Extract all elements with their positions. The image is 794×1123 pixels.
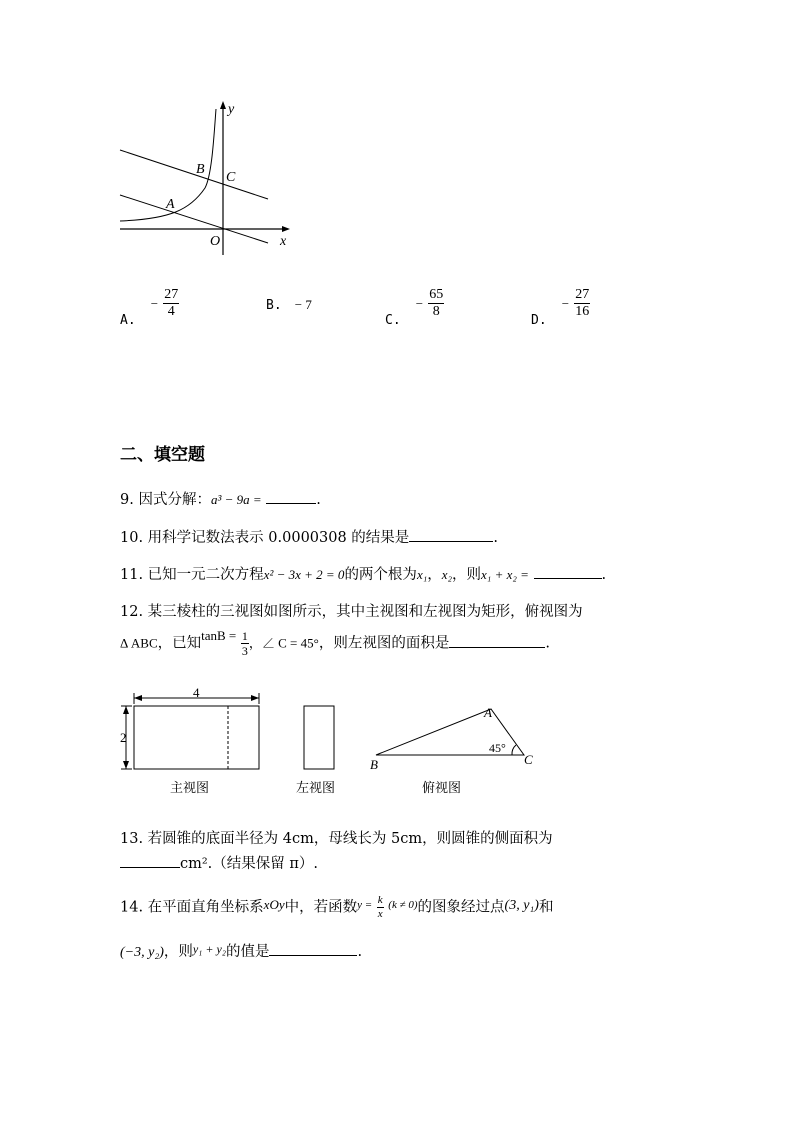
option-d[interactable]: $_{D.}$ − $\frac{27}{16}$ xyxy=(531,287,590,328)
main-view-caption: 主视图 xyxy=(170,781,210,796)
q10-answer-blank[interactable] xyxy=(409,540,493,542)
question-14-line2: (−3, y₂)，则$^{y_1 + y_2}$的值是 . xyxy=(120,942,363,960)
main-view-width-label: 4 xyxy=(193,685,200,700)
point-b-label: B xyxy=(196,162,205,177)
option-d-fraction: $\frac{27}{16}$ xyxy=(575,287,590,319)
option-b-label: B. xyxy=(266,298,282,313)
origin-label: O xyxy=(210,234,221,249)
vertex-b-label: B xyxy=(370,757,378,772)
q11-equation: x² − 3x + 2 = 0 xyxy=(263,567,345,582)
q14-point-1: (3, y₁) xyxy=(504,897,539,913)
top-view-caption: 俯视图 xyxy=(422,781,462,796)
option-c-label: C. xyxy=(385,313,401,328)
q12-answer-blank[interactable] xyxy=(449,646,545,648)
option-c[interactable]: $_{C.}$ − $\frac{65}{8}$ xyxy=(385,287,444,328)
option-d-label: D. xyxy=(531,313,547,328)
point-c-label: C xyxy=(226,170,236,185)
q12-tan-fraction: $\frac{1}{3}$ xyxy=(241,629,248,658)
question-9: 9. 因式分解：a³ − 9a = . xyxy=(120,492,321,508)
question-11: 11. 已知一元二次方程x² − 3x + 2 = 0的两个根为x₁，x₂，则x₁ + x₂ = . xyxy=(120,567,607,583)
option-a-label: A. xyxy=(120,313,136,328)
x-axis-label: x xyxy=(280,234,287,249)
vertex-a-label: A xyxy=(484,705,492,720)
q9-expression: a³ − 9a = xyxy=(210,492,262,507)
main-view-height-label: 2 xyxy=(120,730,127,745)
left-view-caption: 左视图 xyxy=(296,781,336,796)
q14-answer-blank[interactable] xyxy=(269,954,357,956)
angle-label: 45° xyxy=(489,741,506,755)
option-a[interactable]: $_{A.}$ − $\frac{27}{4}$ xyxy=(120,287,179,328)
question-14-line1: 14. 在平面直角坐标系xOy中，若函数$^{y =}$ $\frac{k}{x}$ $^{(k \ne 0)}$的图象经过点(3, y₁)和 xyxy=(120,894,554,920)
question-10: 10. 用科学记数法表示 0.0000308 的结果是 . xyxy=(120,530,498,546)
question-12-line2: Δ ABC，已知tanB = $\frac{1}{3}$ ，∠ C = 45°，则左视图的面积是 . xyxy=(120,627,550,658)
function-graph xyxy=(110,95,310,260)
left-view-rect xyxy=(304,706,334,769)
vertex-c-label: C xyxy=(524,752,533,767)
q14-point-2: (−3, y₂) xyxy=(120,945,164,960)
question-13-line2: cm².（结果保留 π）. xyxy=(120,852,318,873)
point-a-label: A xyxy=(166,197,175,212)
option-b[interactable] xyxy=(266,294,312,313)
q13-answer-blank[interactable] xyxy=(120,866,180,868)
question-12-line1: 12. 某三棱柱的三视图如图所示，其中主视图和左视图为矩形，俯视图为 xyxy=(120,604,583,620)
option-a-fraction: $\frac{27}{4}$ xyxy=(164,287,179,319)
q14-function-fraction: $\frac{k}{x}$ xyxy=(377,894,383,920)
option-b-value: − 7 xyxy=(294,297,312,312)
main-view-rect xyxy=(134,706,259,769)
option-c-fraction: $\frac{65}{8}$ xyxy=(429,287,444,319)
q11-answer-blank[interactable] xyxy=(534,577,602,579)
question-13-line1: 13. 若圆锥的底面半径为 4cm，母线长为 5cm，则圆锥的侧面积为 xyxy=(120,831,553,847)
q9-answer-blank[interactable] xyxy=(266,502,316,504)
y-axis-label: y xyxy=(228,102,235,117)
section-title: 二、填空题 xyxy=(120,445,205,465)
